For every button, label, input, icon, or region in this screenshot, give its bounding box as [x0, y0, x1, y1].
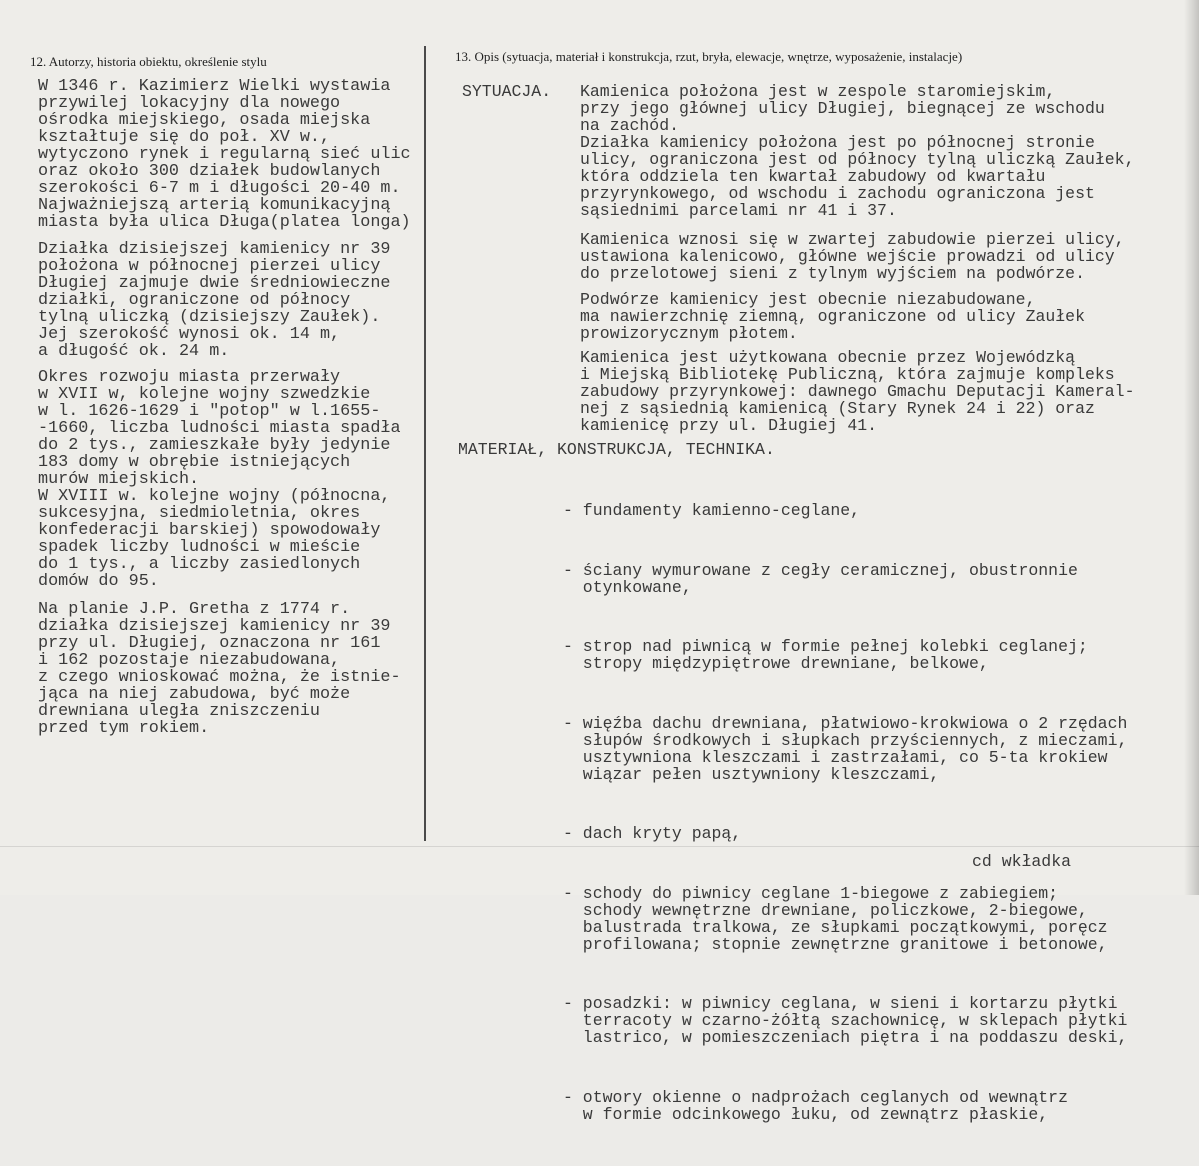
text-line: murów miejskich.: [38, 470, 200, 489]
text-line: Długiej zajmuje dwie średniowieczne: [38, 274, 391, 293]
text-line: Jej szerokość wynosi ok. 14 m,: [38, 325, 341, 344]
situation-paragraph: [580, 83, 1135, 219]
situation-paragraph: [580, 291, 1085, 342]
text-line: przy jego głównej ulicy Długiej, biegnącej ze wschodu: [580, 99, 1105, 118]
material-list-item: [563, 825, 1127, 842]
text-line: - strop nad piwnicą w formie pełnej kolebki ceglanej;: [563, 637, 1088, 656]
text-line: jąca na niej zabudowa, być może: [38, 685, 351, 704]
situation-paragraph: [580, 349, 1135, 434]
text-line: prowizorycznym płotem.: [580, 324, 798, 343]
text-line: konfederacji barskiej) spowodowały: [38, 521, 381, 540]
text-line: Kamienica położona jest w zespole staromiejskim,: [580, 82, 1056, 101]
text-line: do przelotowej sieni z tylnym wyjściem na podwórze.: [580, 264, 1085, 283]
text-line: która oddziela ten kwartał zabudowy od kwartału: [580, 167, 1046, 186]
text-line: profilowana; stopnie zewnętrzne granitowe i betonowe,: [582, 934, 1108, 954]
text-line: z czego wnioskować można, że istnie-: [38, 668, 401, 687]
text-line: zabudowy przyrynkowej: dawnego Gmachu Deputacji Kameral-: [580, 382, 1135, 401]
text-line: Kamienica wznosi się w zwartej zabudowie pierzei ulicy,: [580, 230, 1125, 249]
text-line: oraz około 300 działek budowlanych: [38, 162, 381, 181]
text-line: Najważniejszą arterią komunikacyjną: [38, 196, 391, 215]
text-line: terracoty w czarno-żółtą szachownicę, w sklepach płytki: [582, 1011, 1128, 1030]
text-line: na zachód.: [580, 116, 680, 135]
text-line: W 1346 r. Kazimierz Wielki wystawia: [38, 77, 391, 96]
text-line: miasta była ulica Długa(platea longa): [38, 213, 411, 232]
text-line: ośrodka miejskiego, osada miejska: [38, 111, 371, 130]
text-line: balustrada tralkowa, ze słupkami początkowymi, poręcz: [582, 917, 1108, 937]
situation-paragraph: [580, 231, 1125, 282]
text-line: Kamienica jest użytkowana obecnie przez Wojewódzką: [580, 348, 1076, 367]
text-line: sąsiednimi parcelami nr 41 i 37.: [580, 201, 897, 220]
text-line: w XVII w, kolejne wojny szwedzkie: [38, 385, 371, 404]
text-line: do 1 tys., a liczby zasiedlonych: [38, 555, 361, 574]
text-line: w formie odcinkowego łuku, od zewnątrz płaskie,: [582, 1104, 1049, 1124]
text-line: słupów środkowych i słupkach przyściennych, z mieczami,: [582, 730, 1128, 750]
text-line: - dach kryty papą,: [563, 824, 742, 843]
history-paragraph: [38, 601, 401, 737]
text-line: 183 domy w obrębie istniejących: [38, 453, 351, 472]
text-line: i Miejską Bibliotekę Publiczną, która zajmuje kompleks: [580, 365, 1115, 384]
text-line: stropy międzypiętrowe drewniane, belkowe,: [582, 654, 989, 673]
paper-fold-line: [0, 846, 1199, 847]
text-line: Działka dzisiejszej kamienicy nr 39: [38, 240, 391, 259]
text-line: wiązar pełen usztywniony kleszczami,: [582, 764, 940, 784]
text-line: do 2 tys., zamieszkałe były jedynie: [38, 436, 391, 455]
text-line: schody wewnętrzne drewniane, policzkowe, 2-biegowe,: [582, 900, 1088, 920]
text-line: lastrico, w pomieszczeniach piętra i na poddaszu deski,: [582, 1028, 1128, 1047]
continuation-note: cd wkładka: [972, 852, 1072, 871]
text-line: kształtuje się do poł. XV w.,: [38, 128, 331, 147]
text-line: przyrynkowego, od wschodu i zachodu ograniczona jest: [580, 184, 1095, 203]
text-line: ulicy, ograniczona jest od północy tylną uliczką Zaułek,: [580, 150, 1135, 169]
text-line: Na planie J.P. Gretha z 1774 r.: [38, 600, 351, 619]
text-line: tylną uliczką (dzisiejszy Zaułek).: [38, 308, 381, 327]
text-line: - schody do piwnicy ceglane 1-biegowe z zabiegiem;: [563, 883, 1059, 903]
text-line: przed tym rokiem.: [38, 719, 210, 738]
material-list-item: [563, 562, 1127, 596]
material-list-item: [563, 715, 1127, 783]
text-line: - otwory okienne o nadprożach ceglanych od wewnątrz: [563, 1087, 1068, 1107]
description-section-heading: 13. Opis (sytuacja, materiał i konstrukcja, rzut, bryła, elewacje, wnętrze, wyposażenie, instalacje): [455, 49, 963, 64]
situation-label: SYTUACJA.: [462, 82, 552, 101]
materials-list: [563, 468, 1127, 1165]
text-line: nej z sąsiednią kamienicą (Stary Rynek 24 i 22) oraz: [580, 399, 1095, 418]
text-line: - ściany wymurowane z cegły ceramicznej, obustronnie: [563, 560, 1078, 580]
text-line: przywilej lokacyjny dla nowego: [38, 94, 341, 113]
text-line: -1660, liczba ludności miasta spadła: [38, 419, 401, 438]
text-line: szerokości 6-7 m i długości 20-40 m.: [38, 179, 401, 198]
column-divider: [424, 46, 426, 841]
text-line: ustawiona kalenicowo, główne wejście prowadzi od ulicy: [580, 247, 1115, 266]
history-paragraph: [38, 241, 390, 360]
text-line: w l. 1626-1629 i "potop" w l.1655-: [38, 402, 381, 421]
text-line: Działka kamienicy położona jest po północnej stronie: [580, 133, 1095, 152]
text-line: a długość ok. 24 m.: [38, 342, 230, 361]
text-line: i 162 pozostaje niezabudowana,: [38, 651, 341, 670]
text-line: Podwórze kamienicy jest obecnie niezabudowane,: [580, 290, 1036, 309]
text-line: usztywniona kleszczami i zastrzałami, co 5-ta krokiew: [582, 747, 1108, 767]
text-line: działka dzisiejszej kamienicy nr 39: [38, 617, 391, 636]
text-line: wytyczono rynek i regularną sieć ulic: [38, 145, 411, 164]
history-section-heading: 12. Autorzy, historia obiektu, określenie stylu: [30, 54, 267, 69]
text-line: - więźba dachu drewniana, płatwiowo-krokwiowa o 2 rzędach: [563, 713, 1128, 733]
text-line: domów do 95.: [38, 572, 159, 591]
text-line: położona w północnej pierzei ulicy: [38, 257, 381, 276]
material-list-item: [563, 885, 1127, 953]
paper-edge-shadow: [1184, 0, 1199, 895]
text-line: działki, ograniczone od północy: [38, 291, 351, 310]
text-line: W XVIII w. kolejne wojny (północna,: [38, 487, 391, 506]
text-line: sukcesyjna, siedmioletnia, okres: [38, 504, 361, 523]
material-list-item: [563, 502, 1127, 519]
text-line: - fundamenty kamienno-ceglane,: [563, 501, 861, 520]
text-line: drewniana uległa zniszczeniu: [38, 702, 320, 721]
text-line: - posadzki: w piwnicy ceglana, w sieni i kortarzu płytki: [563, 994, 1118, 1013]
text-line: Okres rozwoju miasta przerwały: [38, 368, 341, 387]
material-list-item: [563, 1089, 1127, 1123]
text-line: przy ul. Długiej, oznaczona nr 161: [38, 634, 381, 653]
materials-heading: MATERIAŁ, KONSTRUKCJA, TECHNIKA.: [458, 440, 775, 459]
text-line: kamienicę przy ul. Długiej 41.: [580, 416, 878, 435]
text-line: ma nawierzchnię ziemną, ograniczone od ulicy Zaułek: [580, 307, 1085, 326]
material-list-item: [563, 995, 1127, 1046]
material-list-item: [563, 638, 1127, 672]
history-paragraph: [38, 369, 401, 590]
text-line: otynkowane,: [582, 577, 692, 597]
history-paragraph: [38, 78, 411, 231]
text-line: spadek liczby ludności w mieście: [38, 538, 361, 557]
